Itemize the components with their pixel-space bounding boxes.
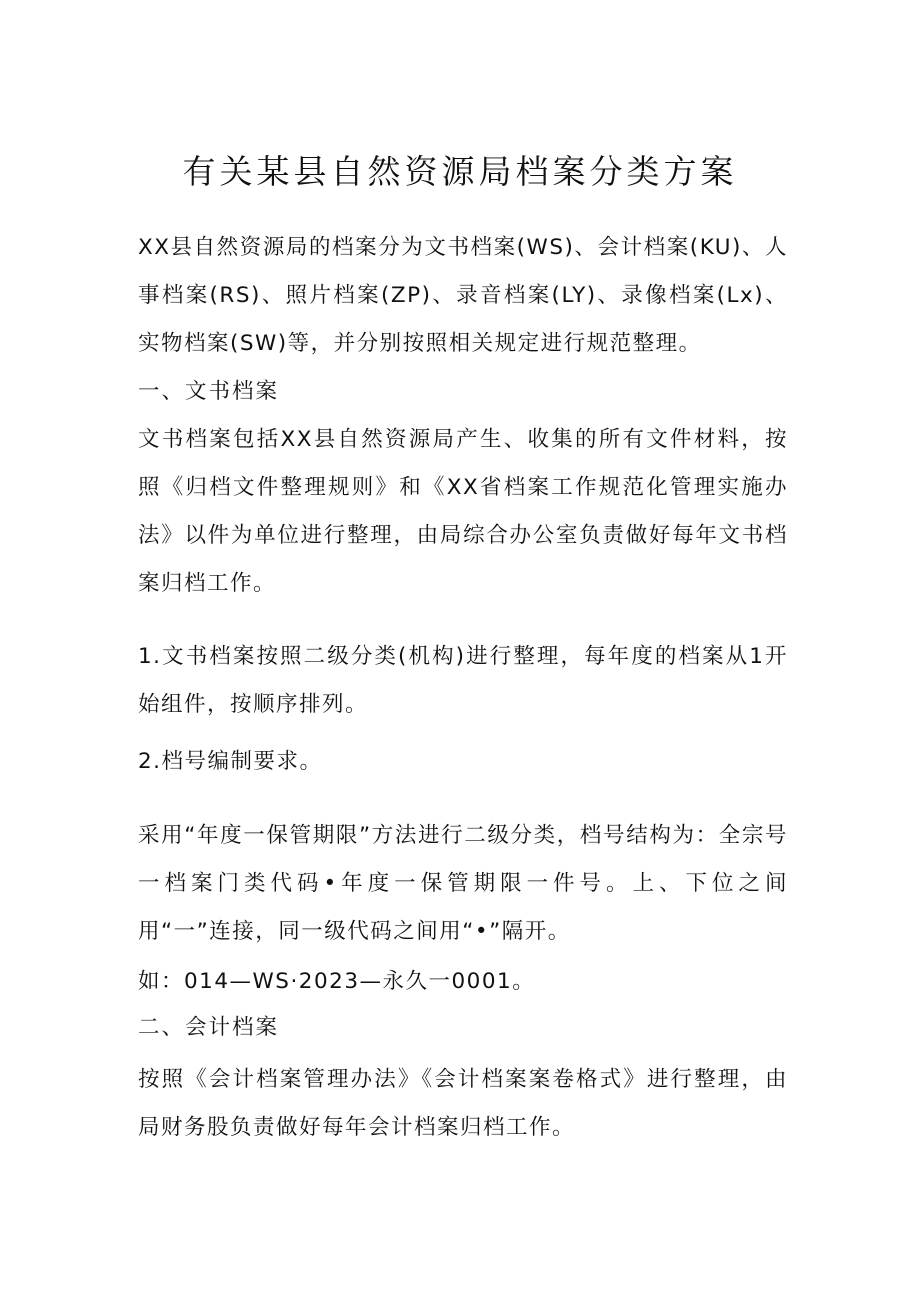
section-heading-kuaiji: 二、会计档案 [138, 1015, 280, 1040]
document-title: 有关某县自然资源局档案分类方案 [182, 152, 738, 191]
archive-number-example: 如：014—WS·2023—永久一0001。 [138, 969, 536, 994]
wenshu-paragraph: 文书档案包括XX县自然资源局产生、收集的所有文件材料，按照《归档文件整理规则》和《XX省档案工作规范化管理实施办法》以件为单位进行整理，由局综合办公室负责做好每年文书档案归档工作。 [138, 427, 788, 596]
kuaiji-paragraph: 按照《会计档案管理办法》《会计档案案卷格式》进行整理，由局财务股负责做好每年会计档案归档工作。 [138, 1067, 788, 1140]
wenshu-item-1: 1.文书档案按照二级分类(机构)进行整理，每年度的档案从1开始组件，按顺序排列。 [138, 644, 788, 717]
wenshu-item-2: 2.档号编制要求。 [138, 749, 323, 774]
section-heading-wenshu: 一、文书档案 [138, 379, 280, 404]
archive-number-paragraph: 采用“年度一保管期限”方法进行二级分类，档号结构为：全宗号一档案门类代码•年度一保管期限一件号。上、下位之间用“一”连接，同一级代码之间用“•”隔开。 [138, 823, 788, 944]
intro-paragraph: XX县自然资源局的档案分为文书档案(WS)、会计档案(KU)、人事档案(RS)、照片档案(ZP)、录音档案(LY)、录像档案(Lx)、实物档案(SW)等，并分别按照相关规定进行规范整理。 [138, 235, 788, 356]
